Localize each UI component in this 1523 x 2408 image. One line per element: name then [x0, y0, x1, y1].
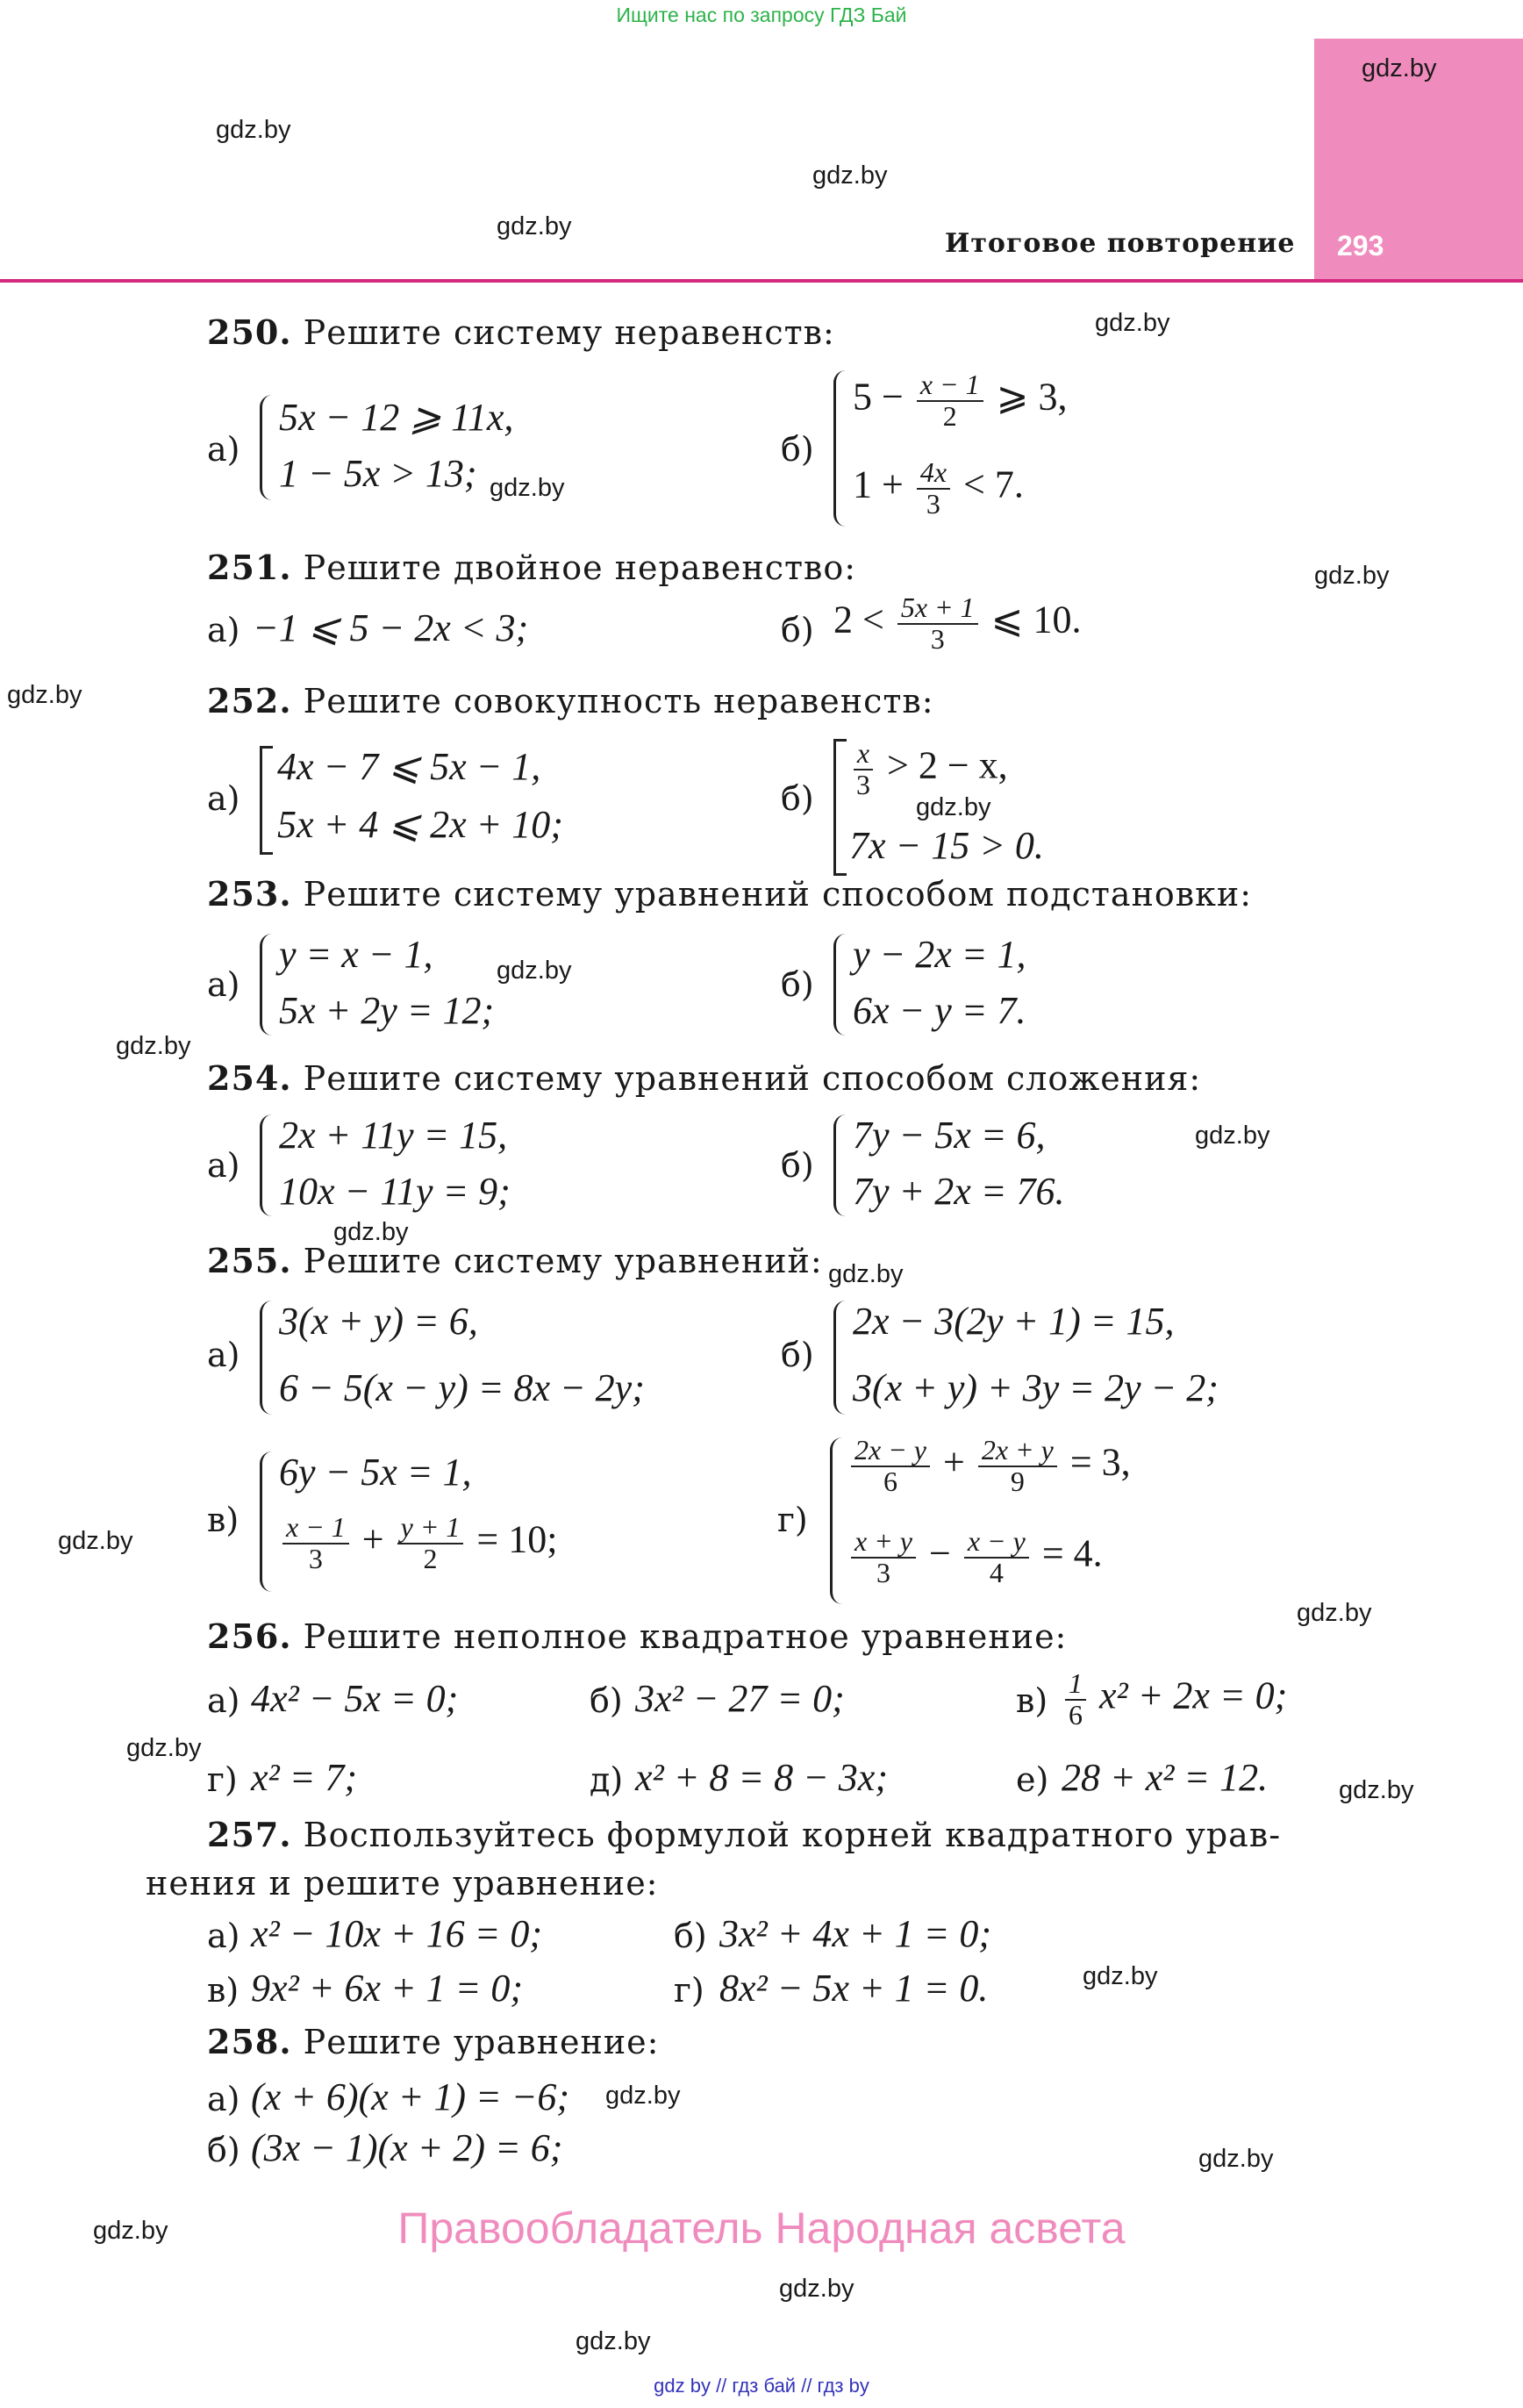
- system-brace: [833, 1301, 850, 1415]
- watermark: gdz.by: [1083, 1962, 1158, 1990]
- equation: 3x² + 4x + 1 = 0;: [719, 1912, 991, 1955]
- watermark: gdz.by: [93, 2217, 168, 2245]
- watermark: gdz.by: [216, 116, 291, 144]
- item-label: б): [207, 2131, 240, 2169]
- watermark: gdz.by: [1297, 1599, 1372, 1627]
- union-bracket: [833, 739, 847, 876]
- equation: 1 + $\frac{4x}{3}$ < 7.: [853, 456, 1024, 520]
- item-label: а): [207, 1681, 240, 1720]
- equation: x² + 8 = 8 − 3x;: [635, 1756, 888, 1799]
- watermark: gdz.by: [916, 793, 991, 821]
- task-253: [207, 874, 1252, 914]
- watermark: gdz.by: [1095, 309, 1170, 337]
- item-label: г): [777, 1501, 808, 1539]
- equation: $\frac{x - 1}{3}$ + $\frac{y + 1}{2}$ = 10;: [279, 1513, 557, 1573]
- equation: 9x² + 6x + 1 = 0;: [251, 1967, 523, 2010]
- task-text: Решите систему неравенств:: [303, 313, 835, 352]
- watermark: gdz.by: [812, 161, 888, 190]
- watermark: gdz.by: [1362, 54, 1437, 82]
- item-label: б): [781, 779, 814, 818]
- item-label: б): [590, 1681, 623, 1720]
- system-brace: [833, 934, 850, 1036]
- equation: 3(x + y) = 6,: [279, 1300, 478, 1343]
- item-label: в): [207, 1971, 240, 2010]
- task-text: Решите систему уравнений способом сложения:: [303, 1059, 1202, 1098]
- equation: $\frac{x}{3}$ > 2 − x,: [849, 739, 1008, 799]
- item-label: б): [781, 430, 814, 469]
- task-252: [207, 681, 934, 720]
- system-brace: [260, 1301, 276, 1415]
- system-brace: [260, 1451, 276, 1592]
- item-label: г): [207, 1760, 238, 1799]
- equation: 2x − 3(2y + 1) = 15,: [853, 1300, 1175, 1343]
- equation: 5 − $\frac{x - 1}{2}$ ⩾ 3,: [853, 369, 1068, 432]
- item-label: а): [207, 779, 240, 818]
- item-label: а): [207, 1917, 240, 1955]
- equation: 6y − 5x = 1,: [279, 1451, 472, 1494]
- watermark: gdz.by: [1314, 562, 1390, 590]
- top-search-text[interactable]: Ищите нас по запросу ГДЗ Бай: [616, 4, 907, 26]
- equation: x² = 7;: [251, 1756, 358, 1799]
- item-label: а): [207, 965, 240, 1004]
- task-number: 257.: [207, 1815, 292, 1854]
- item-label: а): [207, 1336, 240, 1374]
- equation: −1 ⩽ 5 − 2x < 3;: [253, 606, 529, 649]
- task-text: Решите уравнение:: [303, 2023, 660, 2061]
- section-title: Итоговое повторение: [945, 228, 1296, 259]
- task-250: [207, 312, 835, 352]
- item-label: б): [781, 1336, 814, 1374]
- equation: 6 − 5(x − y) = 8x − 2y;: [279, 1366, 645, 1409]
- system-brace: [833, 1114, 850, 1216]
- watermark: gdz.by: [1339, 1776, 1414, 1804]
- watermark: gdz.by: [1195, 1122, 1270, 1150]
- equation: y = x − 1,: [279, 933, 433, 976]
- equation: 8x² − 5x + 1 = 0.: [719, 1967, 989, 2010]
- page-number: 293: [1337, 230, 1384, 262]
- task-251: [207, 548, 856, 587]
- bottom-links[interactable]: gdz by // гдз бай // гдз by: [654, 2375, 869, 2397]
- watermark: gdz.by: [779, 2275, 854, 2303]
- watermark: gdz.by: [333, 1218, 409, 1246]
- equation: 5x − 12 ⩾ 11x,: [279, 396, 514, 439]
- task-text: Решите систему уравнений:: [303, 1242, 823, 1280]
- item-label: б): [781, 965, 814, 1004]
- task-258: [207, 2022, 659, 2061]
- equation: 10x − 11y = 9;: [279, 1170, 511, 1213]
- item-label: е): [1016, 1760, 1049, 1799]
- item-label: а): [207, 1146, 240, 1185]
- system-brace: [260, 934, 276, 1036]
- watermark: gdz.by: [605, 2082, 681, 2110]
- system-brace: [830, 1437, 847, 1604]
- watermark: gdz.by: [1198, 2145, 1274, 2173]
- task-number: 255.: [207, 1241, 292, 1280]
- task-number: 258.: [207, 2022, 292, 2061]
- watermark: gdz.by: [828, 1260, 904, 1288]
- equation: 28 + x² = 12.: [1062, 1756, 1269, 1799]
- task-text: Воспользуйтесь формулой корней квадратного урав-: [303, 1816, 1282, 1854]
- watermark: gdz.by: [58, 1527, 133, 1555]
- equation: 4x − 7 ⩽ 5x − 1,: [277, 745, 541, 788]
- item-label: в): [207, 1501, 240, 1539]
- equation: 3x² − 27 = 0;: [635, 1677, 845, 1720]
- item-label: д): [590, 1760, 624, 1799]
- equation: 7y + 2x = 76.: [853, 1170, 1065, 1213]
- task-text: Решите неполное квадратное уравнение:: [303, 1617, 1068, 1656]
- equation: 1 − 5x > 13;: [279, 452, 477, 495]
- watermark: gdz.by: [497, 212, 572, 240]
- task-text-cont: нения и решите уравнение:: [146, 1864, 659, 1903]
- equation: 6x − y = 7.: [853, 989, 1026, 1032]
- equation: $\frac{2x - y}{6}$ + $\frac{2x + y}{9}$ = 3,: [847, 1436, 1131, 1496]
- task-number: 252.: [207, 681, 292, 720]
- watermark: gdz.by: [116, 1032, 191, 1060]
- system-brace: [260, 395, 276, 500]
- task-text: Решите совокупность неравенств:: [303, 682, 934, 720]
- watermark: gdz.by: [126, 1734, 202, 1762]
- equation: 3(x + y) + 3y = 2y − 2;: [853, 1366, 1219, 1409]
- equation: $\frac{1}{6}$ x² + 2x = 0;: [1062, 1669, 1287, 1730]
- item-label: а): [207, 611, 240, 649]
- item-label: б): [781, 611, 814, 649]
- item-label: в): [1016, 1681, 1048, 1720]
- task-number: 254.: [207, 1058, 292, 1098]
- equation: 2 < $\frac{5x + 1}{3}$ ⩽ 10.: [833, 591, 1082, 655]
- watermark: gdz.by: [576, 2327, 651, 2355]
- copyright-notice: Правообладатель Народная асвета: [397, 2204, 1126, 2253]
- watermark: gdz.by: [7, 681, 82, 709]
- union-bracket: [260, 746, 273, 855]
- watermark: gdz.by: [497, 957, 572, 985]
- equation: 7x − 15 > 0.: [849, 824, 1044, 867]
- watermark: gdz.by: [490, 474, 565, 502]
- task-text: Решите двойное неравенство:: [303, 548, 857, 587]
- item-label: г): [674, 1971, 704, 2010]
- system-brace: [833, 370, 850, 527]
- equation: (x + 6)(x + 1) = −6;: [251, 2075, 570, 2118]
- equation: $\frac{x + y}{3}$ − $\frac{x - y}{4}$ = 4.: [847, 1527, 1103, 1587]
- header-rule: [0, 279, 1523, 283]
- task-number: 253.: [207, 874, 292, 914]
- item-label: а): [207, 2080, 240, 2118]
- equation: 5x + 2y = 12;: [279, 989, 495, 1032]
- equation: y − 2x = 1,: [853, 933, 1026, 976]
- item-label: б): [674, 1917, 707, 1955]
- task-number: 256.: [207, 1616, 292, 1656]
- task-256: [207, 1616, 1067, 1656]
- equation: 4x² − 5x = 0;: [251, 1677, 459, 1720]
- equation: 5x + 4 ⩽ 2x + 10;: [277, 803, 563, 846]
- equation: (3x − 1)(x + 2) = 6;: [251, 2126, 563, 2169]
- equation: 2x + 11y = 15,: [279, 1114, 508, 1157]
- task-number: 250.: [207, 312, 292, 352]
- task-254: [207, 1058, 1201, 1098]
- item-label: а): [207, 430, 240, 469]
- task-number: 251.: [207, 548, 292, 587]
- equation: 7y − 5x = 6,: [853, 1114, 1046, 1157]
- item-label: б): [781, 1146, 814, 1185]
- equation: x² − 10x + 16 = 0;: [251, 1912, 542, 1955]
- task-text: Решите систему уравнений способом подстановки:: [303, 875, 1253, 914]
- task-255: [207, 1241, 823, 1280]
- system-brace: [260, 1114, 276, 1216]
- task-257: [207, 1815, 1281, 1854]
